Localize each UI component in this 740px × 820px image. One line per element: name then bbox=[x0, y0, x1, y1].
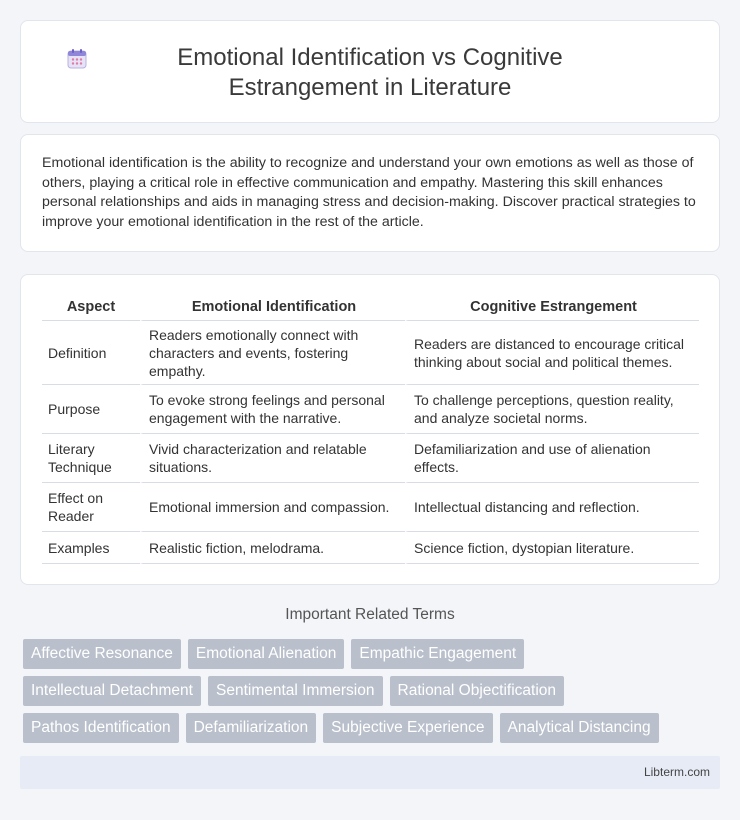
table-cell-aspect: Examples bbox=[42, 532, 140, 564]
table-cell: Emotional immersion and compassion. bbox=[140, 483, 405, 532]
table-cell: Defamiliarization and use of alienation effects. bbox=[405, 434, 699, 483]
tag-defamiliarization[interactable]: Defamiliarization bbox=[186, 713, 317, 743]
footer-site-link[interactable]: Libterm.com bbox=[643, 765, 710, 779]
tag-intellectual-detachment[interactable]: Intellectual Detachment bbox=[23, 676, 201, 706]
tag-empathic-engagement[interactable]: Empathic Engagement bbox=[351, 639, 524, 669]
tag-affective-resonance[interactable]: Affective Resonance bbox=[23, 639, 181, 669]
table-cell: To evoke strong feelings and personal engagement with the narrative. bbox=[140, 385, 405, 434]
tag-emotional-alienation[interactable]: Emotional Alienation bbox=[188, 639, 344, 669]
table-row bbox=[42, 434, 699, 483]
table-row bbox=[42, 321, 699, 385]
table-cell: Readers are distanced to encourage critical thinking about social and political themes. bbox=[405, 321, 699, 385]
tag-row bbox=[23, 676, 713, 706]
comparison-table bbox=[42, 297, 699, 564]
tag-sentimental-immersion[interactable]: Sentimental Immersion bbox=[208, 676, 383, 706]
header-card bbox=[20, 20, 720, 123]
table-cell-aspect: Purpose bbox=[42, 385, 140, 434]
tag-row bbox=[23, 713, 713, 743]
table-cell: To challenge perceptions, question reality, and analyze societal norms. bbox=[405, 385, 699, 434]
table-cell: Vivid characterization and relatable situations. bbox=[140, 434, 405, 483]
table-cell-aspect: Effect on Reader bbox=[42, 483, 140, 532]
table-cell-aspect: Literary Technique bbox=[42, 434, 140, 483]
intro-paragraph: Emotional identification is the ability to recognize and understand your own emotions as well as those of others, playing a critical role in effective communication and empathy. Mastering this skill enhances personal relationships and aids in managing stress and decision-making. Discover practical strategies to improve your emotional identification in the rest of the article. bbox=[42, 155, 696, 230]
footer bbox=[20, 756, 720, 789]
table-row bbox=[42, 385, 699, 434]
table-row bbox=[42, 483, 699, 532]
tag-subjective-experience[interactable]: Subjective Experience bbox=[323, 713, 492, 743]
tag-analytical-distancing[interactable]: Analytical Distancing bbox=[500, 713, 659, 743]
related-terms-list bbox=[23, 639, 713, 750]
column-header-cognitive-estrangement: Cognitive Estrangement bbox=[405, 297, 699, 321]
comparison-table-card bbox=[20, 274, 720, 585]
table-cell: Intellectual distancing and reflection. bbox=[405, 483, 699, 532]
table-cell: Science fiction, dystopian literature. bbox=[405, 532, 699, 564]
table-cell: Realistic fiction, melodrama. bbox=[140, 532, 405, 564]
tag-pathos-identification[interactable]: Pathos Identification bbox=[23, 713, 179, 743]
table-row bbox=[42, 532, 699, 564]
table-cell: Readers emotionally connect with characters and events, fostering empathy. bbox=[140, 321, 405, 385]
table-cell-aspect: Definition bbox=[42, 321, 140, 385]
column-header-aspect: Aspect bbox=[42, 297, 140, 321]
tag-rational-objectification[interactable]: Rational Objectification bbox=[390, 676, 565, 706]
table-header-row bbox=[42, 297, 699, 321]
tag-row bbox=[23, 639, 713, 669]
related-terms-heading: Important Related Terms bbox=[285, 606, 455, 623]
page-title: Emotional Identification vs Cognitive Estrangement in Literature bbox=[177, 44, 563, 101]
intro-card bbox=[20, 134, 720, 252]
column-header-emotional-identification: Emotional Identification bbox=[140, 297, 405, 321]
